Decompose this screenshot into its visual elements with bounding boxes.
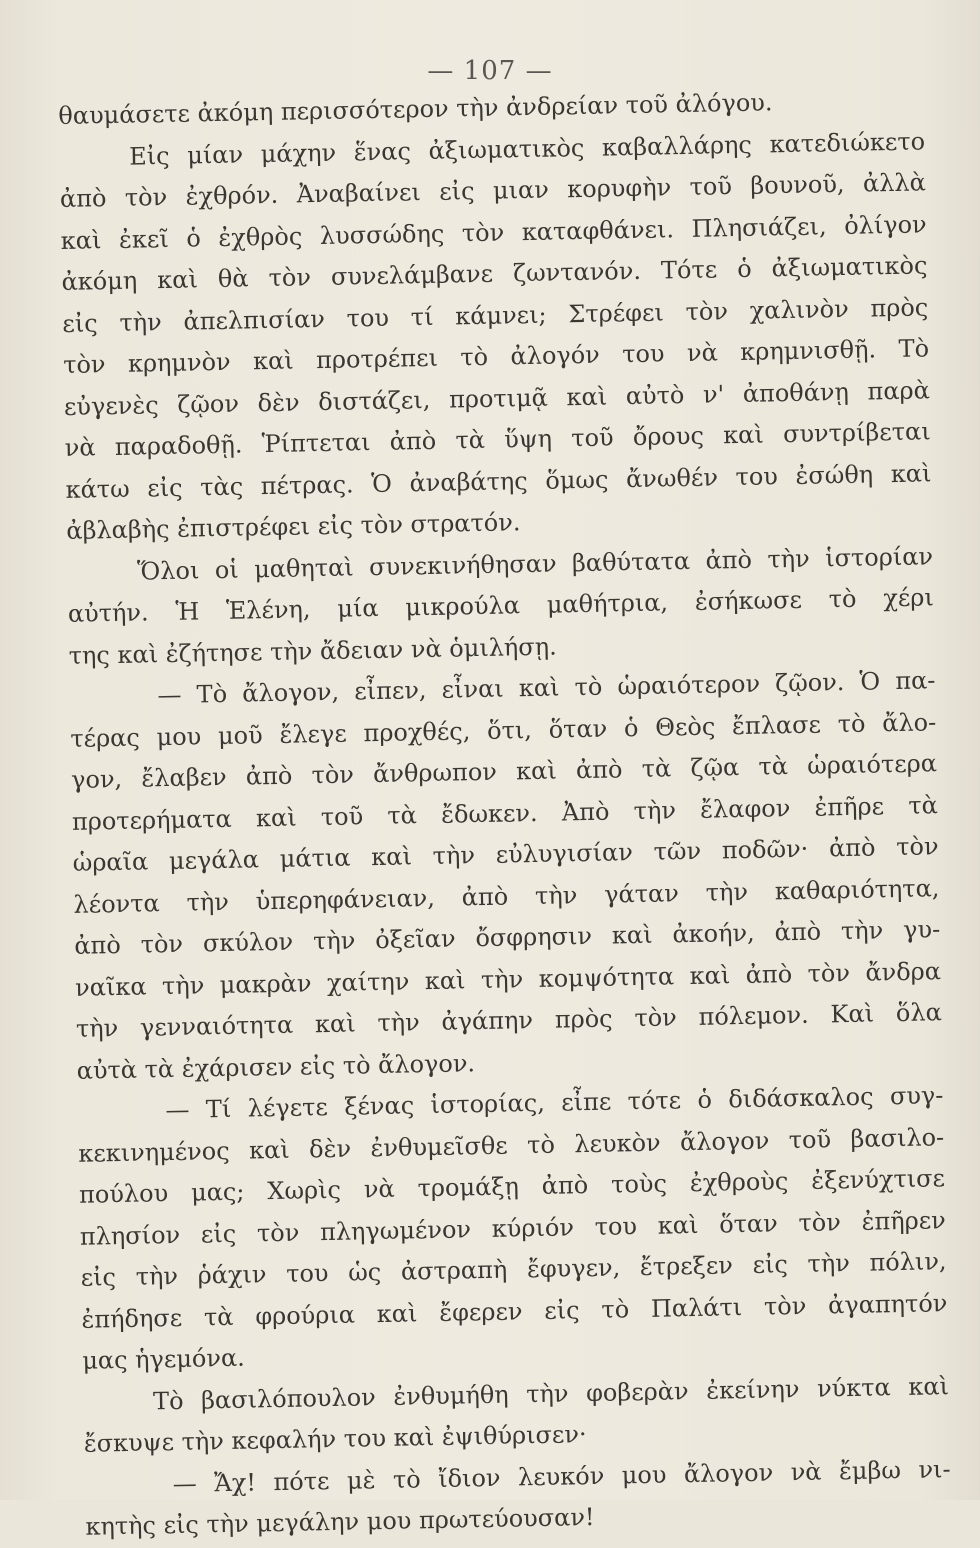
text-line: γον, ἔλαβεν ἀπὸ τὸν ἄνθρωπον καὶ ἀπὸ τὰ ζῷα τὰ ὡραιότερα	[70, 749, 938, 794]
text-line: ἀπὸ τὸν ἐχθρόν. Ἀναβαίνει εἰς μιαν κορυφὴν τοῦ βουνοῦ, ἀλλὰ	[59, 168, 927, 213]
body-text	[58, 79, 952, 1548]
page-number: — 107 —	[427, 56, 553, 86]
text-line: ἔσκυψε τὴν κεφαλήν του καὶ ἐψιθύρισεν·	[83, 1420, 587, 1458]
text-line: Τὸ βασιλόπουλον ἐνθυμήθη τὴν φοβερὰν ἐκείνην νύκτα καὶ	[152, 1371, 950, 1415]
text-line: εἰς τὴν ἀπελπισίαν του τί κάμνει; Στρέφει τὸν χαλινὸν πρὸς	[62, 292, 929, 338]
text-line: λέοντα τὴν ὑπερηφάνειαν, ἀπὸ τὴν γάταν τὴν καθαριότητα,	[73, 873, 940, 919]
text-line: πλησίον εἰς τὸν πληγωμένον κύριόν του καὶ ὅταν τὸν ἐπῆρεν	[79, 1205, 947, 1251]
text-line: αὐτὰ τὰ ἐχάρισεν εἰς τὸ ἄλογον.	[76, 1048, 476, 1085]
text-line: θαυμάσετε ἀκόμη περισσότερον τὴν ἀνδρείαν τοῦ ἀλόγου.	[58, 88, 773, 130]
text-line: πούλου μας; Χωρὶς νὰ τρομάξῃ ἀπὸ τοὺς ἐχθροὺς ἐξενύχτισε	[78, 1164, 946, 1209]
text-line: κητὴς εἰς τὴν μεγάλην μου πρωτεύουσαν!	[85, 1502, 595, 1541]
text-line: ὡραῖα μεγάλα μάτια καὶ τὴν εὐλυγισίαν τῶν ποδῶν· ἀπὸ τὸν	[72, 832, 939, 877]
text-line: αὐτήν. Ἡ Ἑλένη, μία μικρούλα μαθήτρια, ἐσήκωσε τὸ χέρι	[67, 583, 935, 628]
text-line: εἰς τὴν ῥάχιν του ὡς ἀστραπὴ ἔφυγεν, ἔτρεξεν εἰς τὴν πόλιν,	[80, 1247, 947, 1292]
text-line: — Τί λέγετε ξένας ἱστορίας, εἶπε τότε ὁ διδάσκαλος συγ-	[165, 1081, 944, 1125]
text-line: τὴν γενναιότητα καὶ τὴν ἀγάπην πρὸς τὸν πόλεμον. Καὶ ὅλα	[75, 998, 943, 1043]
text-line: Εἰς μίαν μάχην ἕνας ἀξιωματικὸς καβαλλάρης κατεδιώκετο	[128, 126, 926, 171]
text-line: Ὅλοι οἱ μαθηταὶ συνεκινήθησαν βαθύτατα ἀπὸ τὴν ἱστορίαν	[136, 541, 934, 586]
text-line: τὸν κρημνὸν καὶ προτρέπει τὸ ἀλογόν του νὰ κρημνισθῇ. Τὸ	[62, 334, 930, 379]
text-line: κάτω εἰς τὰς πέτρας. Ὁ ἀναβάτης ὅμως ἄνωθέν του ἐσώθη καὶ	[65, 458, 932, 504]
text-line: ναῖκα τὴν μακρὰν χαίτην καὶ τὴν κομψότητα καὶ ἀπὸ τὸν ἄνδρα	[74, 956, 942, 1002]
text-line: νὰ παραδοθῇ. Ῥίπτεται ἀπὸ τὰ ὕψη τοῦ ὄρους καὶ συντρίβεται	[64, 417, 931, 462]
text-line: ἀβλαβὴς ἐπιστρέφει εἰς τὸν στρατόν.	[66, 508, 521, 545]
text-line: προτερήματα καὶ τοῦ τὰ ἔδωκεν. Ἀπὸ τὴν ἔλαφον ἐπῆρε τὰ	[71, 790, 939, 836]
text-line: τέρας μου μοῦ ἔλεγε προχθές, ὅτι, ὅταν ὁ Θεὸς ἔπλασε τὸ ἄλο-	[70, 707, 937, 753]
text-line: εὐγενὲς ζῷον δὲν διστάζει, προτιμᾷ καὶ αὐτὸ ν' ἀποθάνῃ παρὰ	[63, 375, 931, 421]
text-line: κεκινημένος καὶ δὲν ἐνθυμεῖσθε τὸ λευκὸν ἄλογον τοῦ βασιλο-	[78, 1122, 945, 1168]
text-line: μας ἡγεμόνα.	[82, 1343, 246, 1375]
text-line: — Τὸ ἄλογον, εἶπεν, εἶναι καὶ τὸ ὡραιότερον ζῷον. Ὁ πα-	[157, 666, 936, 710]
text-line: της καὶ ἐζήτησε τὴν ἄδειαν νὰ ὁμιλήσῃ.	[68, 632, 557, 670]
text-line: καὶ ἐκεῖ ὁ ἐχθρὸς λυσσώδης τὸν καταφθάνει. Πλησιάζει, ὀλίγον	[60, 209, 927, 255]
text-line: — Ἄχ! πότε μὲ τὸ ἴδιον λευκόν μου ἄλογον νὰ ἔμβω νι-	[172, 1454, 951, 1498]
text-line: ἀπὸ τὸν σκύλον τὴν ὀξεῖαν ὄσφρησιν καὶ ἀκοήν, ἀπὸ τὴν γυ-	[74, 915, 941, 960]
text-line: ἐπήδησε τὰ φρούρια καὶ ἔφερεν εἰς τὸ Παλάτι τὸν ἀγαπητόν	[81, 1288, 948, 1334]
text-line: ἀκόμη καὶ θὰ τὸν συνελάμβανε ζωντανόν. Τότε ὁ ἀξιωματικὸς	[61, 251, 928, 296]
